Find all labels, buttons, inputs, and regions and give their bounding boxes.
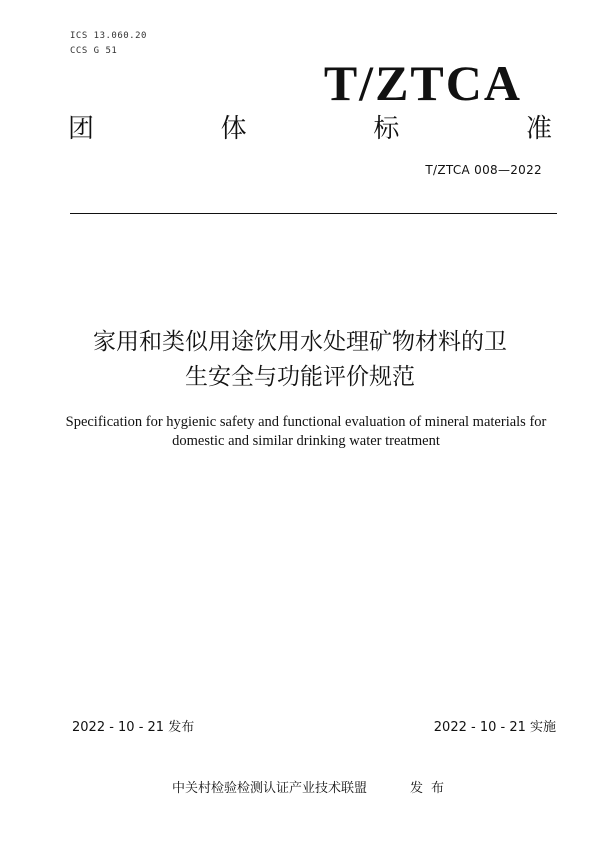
- chinese-title-line: 家用和类似用途饮用水处理矿物材料的卫: [93, 329, 507, 355]
- chinese-title: [60, 325, 540, 395]
- header-divider: [70, 213, 557, 214]
- english-title-line: domestic and similar drinking water treatment: [172, 433, 440, 449]
- standard-type-char: 准: [525, 114, 552, 144]
- implementation-date: 2022 - 10 - 21 实施: [433, 720, 556, 735]
- standard-number: T/ZTCA 008—2022: [425, 163, 542, 177]
- publish-label: 发布: [410, 781, 453, 796]
- standard-logo: T/ZTCA: [323, 55, 522, 111]
- ccs-code: CCS G 51: [70, 46, 118, 56]
- standard-type-char: 团: [68, 114, 95, 144]
- standard-type-char: 标: [373, 114, 400, 144]
- english-title: [40, 413, 572, 451]
- standard-type-char: 体: [220, 114, 247, 144]
- publisher-name: 中关村检验检测认证产业技术联盟: [172, 781, 368, 796]
- issue-date: 2022 - 10 - 21 发布: [72, 720, 195, 735]
- english-title-line: Specification for hygienic safety and functional evaluation of mineral materials for: [65, 414, 547, 430]
- chinese-title-line: 生安全与功能评价规范: [185, 364, 415, 390]
- standard-type-heading: [68, 116, 552, 142]
- ics-code: ICS 13.060.20: [70, 31, 147, 41]
